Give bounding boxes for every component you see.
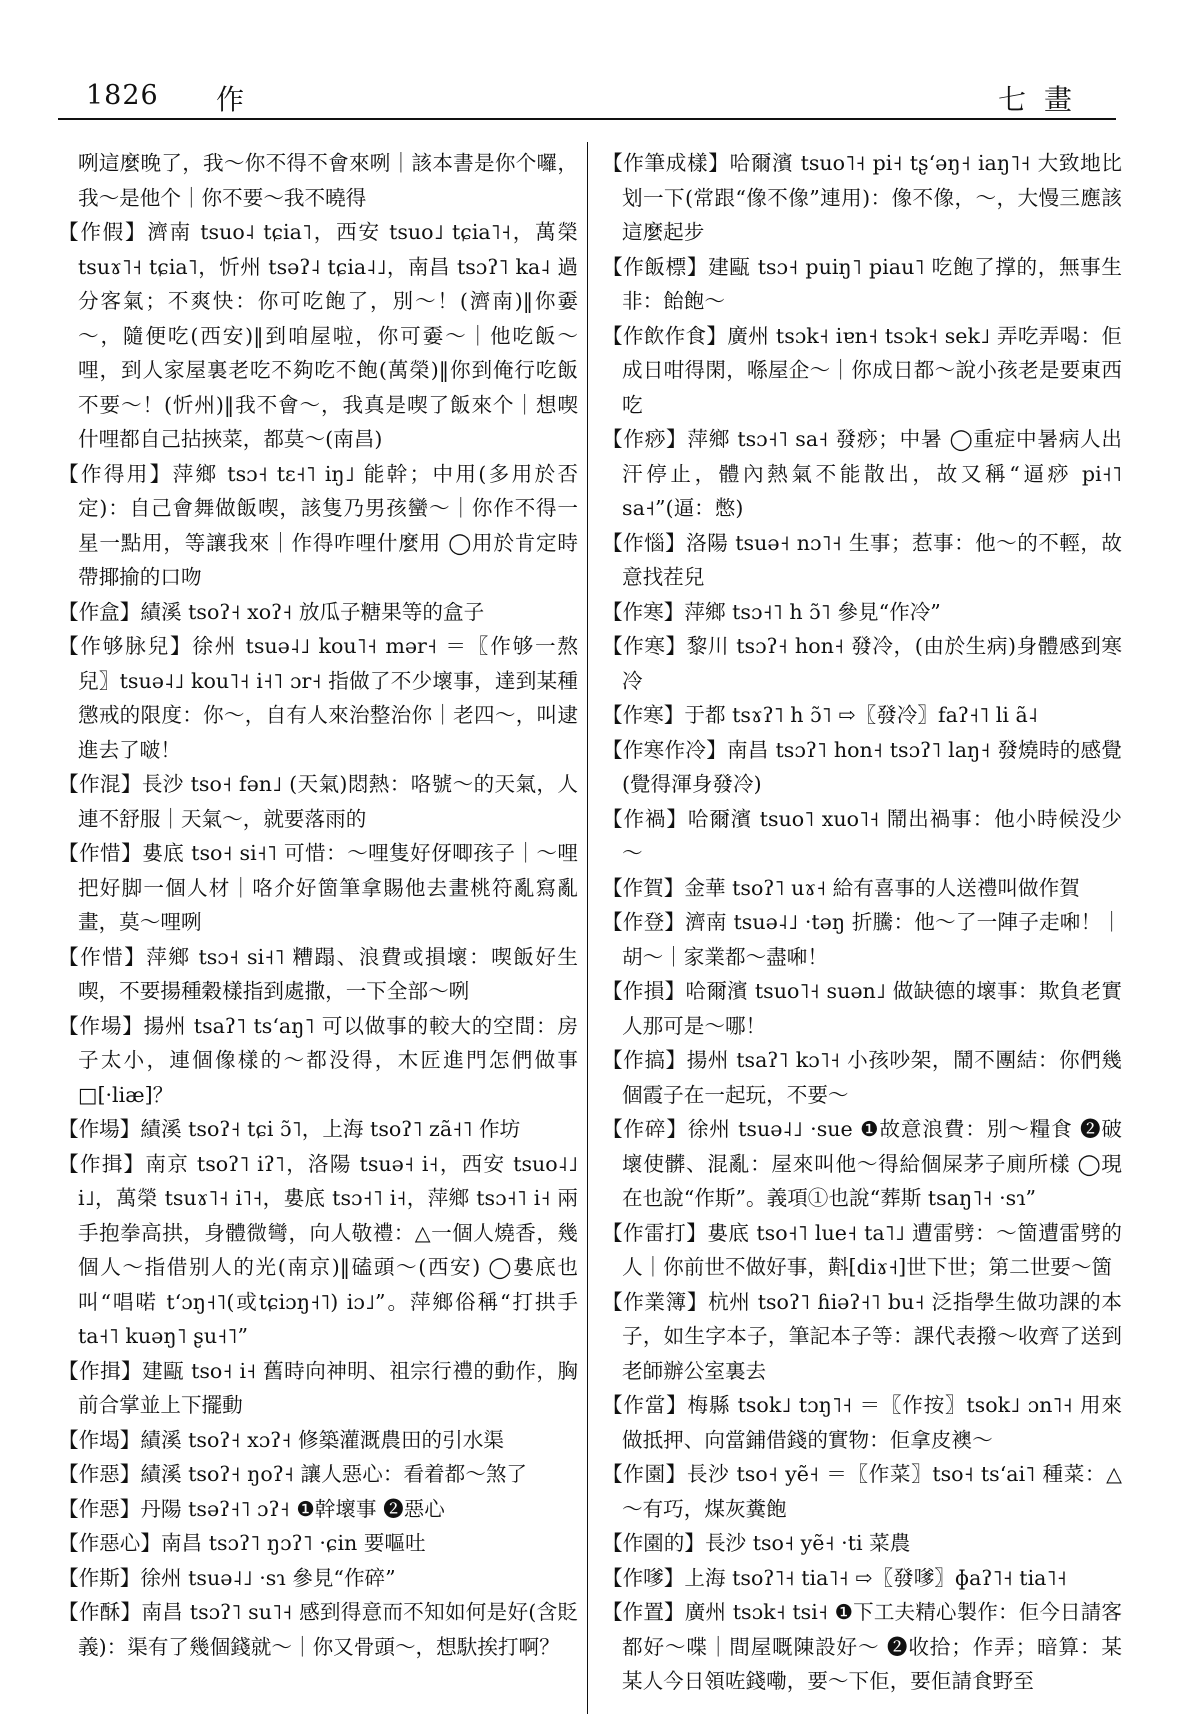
left-column [58,146,578,1706]
dictionary-entry: 【作够脉兒】徐州 tsuə˨˩ kou˥˧ mər˧ ＝〖作够一熬兒〗tsuə˨˩ kou˥˧ i˧˥ ɔr˧ 指做了不少壞事，達到某種懲戒的限度：你～，自有人來治整治你｜老四～，叫逮進去了啵！ [58,634,578,762]
dictionary-entry: 【作禍】哈爾濱 tsuo˥ xuo˥˧ 鬧出禍事：他小時候没少～ [602,806,1122,865]
dictionary-entry: 【作登】濟南 tsuə˨˩ ·təŋ 折騰：他～了一陣子走啝！｜胡～｜家業都～盡啝！ [602,910,1122,969]
dictionary-entry: 【作場】績溪 tsoʔ˧ tɕi ɔ̃˥，上海 tsoʔ˥ zã˧˥ 作坊 [58,1117,521,1141]
dictionary-entry: 【作惡】績溪 tsoʔ˧ ŋoʔ˧ 讓人惡心：看着都～煞了 [58,1462,528,1486]
dictionary-entry: 【作酥】南昌 tsɔʔ˥ su˥˧ 感到得意而不知如何是好(含貶義)：渠有了幾個錢就～｜你又骨頭～，想馱挨打啊？ [58,1600,578,1659]
dictionary-entry: 【作賀】金華 tsoʔ˥ uɤ˧ 給有喜事的人送禮叫做作賀 [602,875,1080,900]
dictionary-entry: 【作得用】萍鄉 tsɔ˧ tɛ˧˥ iŋ˩ 能幹；中用(多用於否定)：自己會舞做飯喫，該隻乃男孩蠻～｜你作不得一星一點用，等讓我來｜作得咋哩什麼用 ◯用於肯定時帶揶揄的口吻 [58,461,578,589]
dictionary-entry: 【作寒】萍鄉 tsɔ˧˥ h ɔ̃˥ 參見“作冷” [602,599,941,624]
dictionary-entry: 【作惡】丹陽 tsəʔ˧˥ ɔʔ˧ ❶幹壞事 ❷惡心 [58,1496,445,1521]
dictionary-entry: 【作置】廣州 tsɔk˧ tsi˧ ❶下工夫精心製作：佢今日請客都好～喋｜間屋嘅陳設好～ ❷收拾；作弄；暗算：某某人今日領咗錢嘞，要～下佢，要佢請食野至 [602,1600,1122,1693]
dictionary-entry: 【作當】梅縣 tsok˩ tɔŋ˥˧ ＝〖作按〗tsok˩ ɔn˥˧ 用來做抵押、向當鋪借錢的實物：佢拿皮襖～ [602,1393,1122,1452]
dictionary-entry: 【作搞】揚州 tsaʔ˥ kɔ˥˧ 小孩吵架，鬧不團結：你們幾個霞子在一起玩，不要～ [602,1048,1122,1107]
dictionary-entry: 【作斯】徐州 tsuə˨˩ ·sɿ 參見“作碎” [58,1565,396,1590]
dictionary-entry: 【作飲作食】廣州 tsɔk˧ iɐn˧ tsɔk˧ sek˩ 弄吃弄喝：佢成日咁得閑，喺屋企～｜你成日都～說小孩老是要東西吃 [602,323,1122,417]
dictionary-entry: 【作混】長沙 tso˧ fən˩ (天氣)悶熱：咯號～的天氣，人連不舒服｜天氣～，就要落雨的 [58,772,578,831]
dictionary-entry: 【作損】哈爾濱 tsuo˥˧ suən˩ 做缺德的壞事：欺負老實人那可是～哪！ [602,979,1122,1038]
dictionary-entry: 【作筆成樣】哈爾濱 tsuo˥˧ pi˧ tʂʻəŋ˧ iaŋ˥˧ 大致地比划一下(常跟“像不像”連用)：像不像，～，大慢三應該這麼起步 [602,151,1122,244]
dictionary-entry: 【作惡心】南昌 tsɔʔ˥ ŋɔʔ˥ ·ɕin 要嘔吐 [58,1531,426,1555]
dictionary-entry: 【作痧】萍鄉 tsɔ˧˥ sa˧ 發痧；中暑 ◯重症中暑病人出汗停止，體內熱氣不能散出，故又稱“逼痧 pi˧˥ sa˧”(逼：憋) [602,427,1122,520]
dictionary-entry: 【作堨】績溪 tsoʔ˧ xɔʔ˧ 修築灌溉農田的引水渠 [58,1427,504,1452]
stroke-section-label: 七畫 [997,83,1090,116]
page-header [58,72,1116,120]
right-column [602,146,1122,1706]
dictionary-entry: 【作寒】于都 tsɤʔ˥ h ɔ̃˥ ⇨〖發冷〗faʔ˧˥ li ã˨ [602,703,1038,727]
dictionary-entry: 【作寒作冷】南昌 tsɔʔ˥ hon˧ tsɔʔ˥ laŋ˧ 發燒時的感覺(覺得渾身發冷) [602,737,1122,796]
dictionary-entry: 【作雷打】婁底 tso˧˥ lue˧ ta˥˩ 遭雷劈：～箇遭雷劈的人｜你前世不做好事，斢[diɤ˧]世下世；第二世要～箇 [602,1220,1122,1279]
dictionary-entry: 【作園】長沙 tso˧ yẽ˧ ＝〖作菜〗tso˧ tsʻai˥ 種菜：△～有巧，煤灰糞飽 [602,1462,1122,1521]
dictionary-entry: 【作嗲】上海 tsoʔ˥˧ tia˥˧ ⇨〖發嗲〗ɸaʔ˥˧ tia˥˧ [602,1565,1067,1590]
dictionary-entry: 【作碎】徐州 tsuə˨˩ ·sue ❶故意浪費：別～糧食 ❷破壞使髒、混亂：屋來叫他～得給個屎茅子廁所樣 ◯現在也說“作斯”。義項①也說“葬斯 tsaŋ˥˧ ·sɿ” [602,1117,1122,1210]
dictionary-entry: 【作揖】建甌 tso˧ i˧ 舊時向神明、祖宗行禮的動作，胸前合掌並上下擺動 [58,1358,578,1417]
entry-continuation: 咧這麼晚了，我～你不得不會來咧｜該本書是你个囉，我～是他个｜你不要～我不曉得 [78,151,578,210]
page-number: 1826 [86,80,159,111]
dictionary-entry: 【作惜】萍鄉 tsɔ˧ si˧˥ 糟蹋、浪費或損壞：喫飯好生喫，不要揚種穀樣指到處撒，一下全部～咧 [58,944,578,1003]
dictionary-entry: 【作假】濟南 tsuo˨ tɕia˥，西安 tsuo˩ tɕia˥˧，萬榮 tsuɤ˥˧ tɕia˥，忻州 tsəʔ˨ tɕia˨˩，南昌 tsɔʔ˥ ka˨ 過分客氣；不爽快：你可吃飽了，別～！(濟南)‖你嫑～，隨便吃(西安)‖到咱屋啦，你可嫑～｜他吃飯～哩，到人家屋裏老吃不夠吃不飽(萬榮)‖你到俺行吃飯不要～！(忻州)‖我不會～，我真是喫了飯來个｜想喫什哩都自己拈挾菜，都莫～(南昌) [58,220,578,451]
dictionary-entry: 【作場】揚州 tsaʔ˥ tsʻaŋ˥ 可以做事的較大的空間：房子太小，連個像樣的～都没得，木匠進門怎們做事□[·liæ]？ [58,1013,578,1107]
running-head-character: 作 [216,83,245,116]
dictionary-entry: 【作惱】洛陽 tsuə˧ nɔ˥˧ 生事；惹事：他～的不輕，故意找茬兒 [602,530,1122,589]
column-divider [587,142,588,1714]
dictionary-entry: 【作業簿】杭州 tsoʔ˥ ɦiəʔ˧˥ bu˧ 泛指學生做功課的本子，如生字本子，筆記本子等：課代表撥～收齊了送到老師辦公室裏去 [602,1289,1122,1383]
dictionary-entry: 【作園的】長沙 tso˧ yẽ˧ ·ti 菜農 [602,1531,911,1555]
dictionary-entry: 【作惜】婁底 tso˧ si˧˥ 可惜：～哩隻好伢唧孩子｜～哩把好脚一個人材｜咯介好箇筆拿賜他去畫桃符亂寫亂畫，莫～哩咧 [58,841,578,934]
dictionary-entry: 【作寒】黎川 tsɔʔ˧ hon˧ 發冷，(由於生病)身體感到寒冷 [602,634,1122,693]
dictionary-entry: 【作飯標】建甌 tsɔ˧ puiŋ˥ piau˥ 吃飽了撑的，無事生非：飴飽～ [602,254,1122,313]
dictionary-entry: 【作盒】績溪 tsoʔ˧ xoʔ˧ 放瓜子糖果等的盒子 [58,599,485,624]
dictionary-entry: 【作揖】南京 tsoʔ˥ iʔ˥，洛陽 tsuə˧ i˧，西安 tsuo˨˩ i˩，萬榮 tsuɤ˥˧ i˥˧，婁底 tsɔ˧˥ i˧，萍鄉 tsɔ˧˥ i˧ 兩手抱拳高拱，身體微彎，向人敬禮：△一個人燒香，幾個人～指借别人的光(南京)‖磕頭～(西安) ◯婁底也叫“唱喏 tʻɔŋ˧˥(或tɕiɔŋ˧˥) iɔ˩”。萍鄉俗稱“打拱手 ta˧˥ kuəŋ˥ ʂu˧˥” [58,1151,578,1348]
